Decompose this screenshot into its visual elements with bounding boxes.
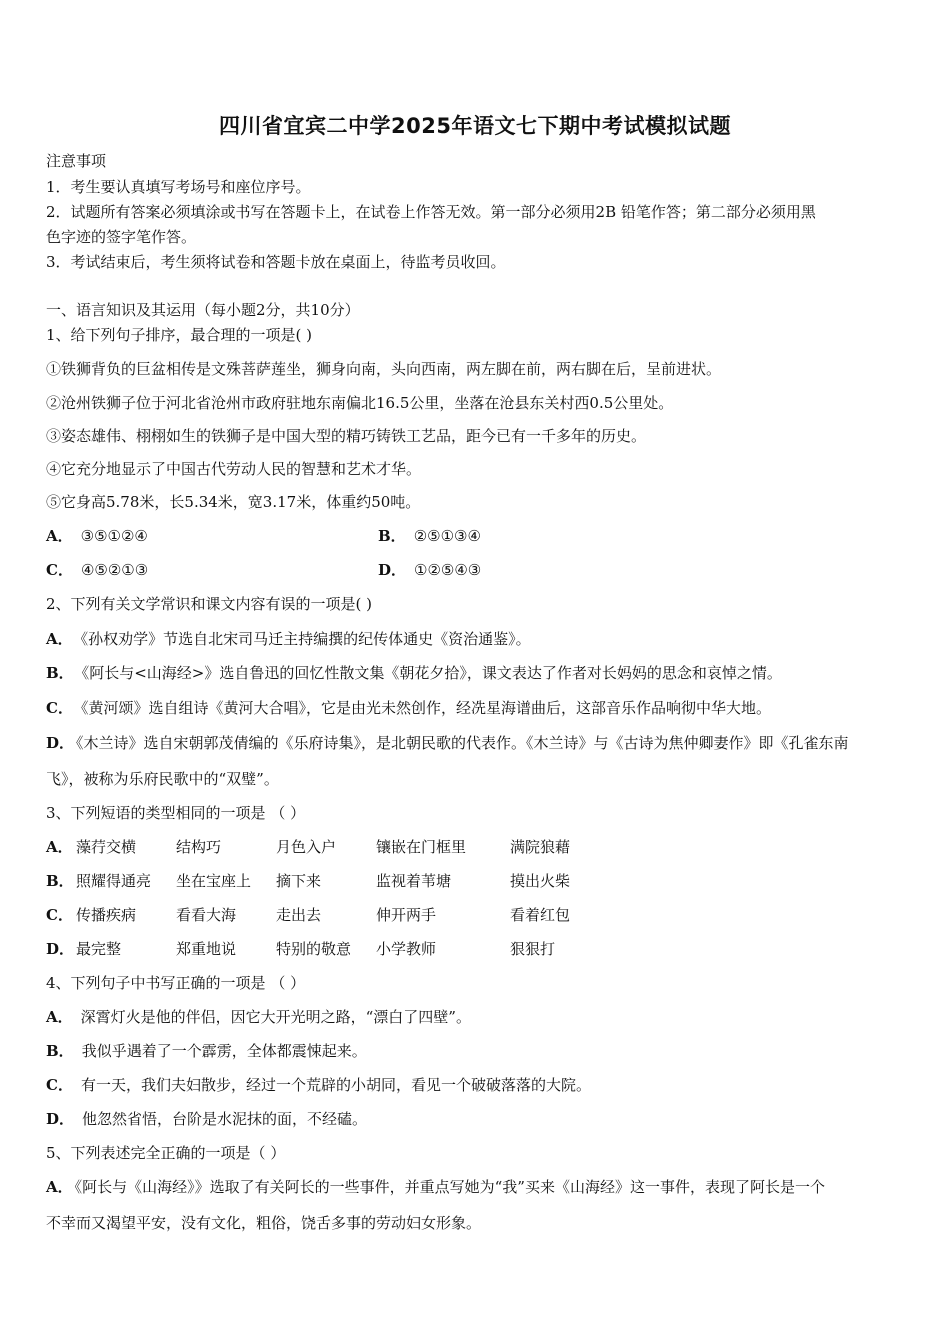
exam-page: 四川省宜宾二中学2025年语文七下期中考试模拟试题 注意事项 1．考生要认真填写考场号和座位序号。 2．试题所有答案必须填涂或书写在答题卡上，在试卷上作答无效。第一部分必须用2B 铅笔作答；第二部分必须用黑 色字迹的签字笔作答。 3．考试结束后，考生须将试卷和答题卡放在桌面上，待监考员收回。 一、语言知识及其运用（每小题2分，共10分） 1、给下列句子排序，最合理的一项是( ) ①铁狮背负的巨盆相传是文殊菩萨莲坐，狮身向南，头向西南，两左脚在前，两右脚在后，呈前进状。 ②沧州铁狮子位于河北省沧州市政府驻地东南偏北16.5公里，坐落在沧县东关村西0.5公里处。 ③姿态雄伟、栩栩如生的铁狮子是中国大型的精巧铸铁工艺品，距今已有一千多年的历史。 ④它充分地显示了中国古代劳动人民的智慧和艺术才华。 ⑤它身高5.78米，长5.34米，宽3.17米，体重约50吨。 A． ③⑤①②④ B． ②⑤①③④ C． ④⑤②①③ D． ①②⑤④③ 2、下列有关文学常识和课文内容有误的一项是( ) A． 《孙权劝学》节选自北宋司马迁主持编撰的纪传体通史《资治通鉴》。 B． 《阿长与<山海经>》选自鲁迅的回忆性散文集《朝花夕拾》，课文表达了作者对长妈妈的思念和哀悼之情。 C． 《黄河颂》选自组诗《黄河大合唱》，它是由光未然创作，经冼星海谱曲后，这部音乐作品响彻中华大地。 D． 《木兰诗》选自宋朝郭茂倩编的《乐府诗集》，是北朝民歌的代表作。《木兰诗》与《古诗为焦仲卿妻作》即《孔雀东南 飞》，被称为乐府民歌中的“双璧”。 3、下列短语的类型相同的一项是 （ ） A． 藻荇交横 结构巧 月色入户 镶嵌在门框里 满院狼藉 B． 照耀得通亮 坐在宝座上 摘下来 监视着苇塘 摸出火柴 C． 传播疾病 看看大海 走出去 伸开两手 看着红包 D． 最完整 郑重地说 特别的敬意 小学教师 狠狠打 4、下列句子中书写正确的一项是 （ ） A． 深霄灯火是他的伴侣，因它大开光明之路，“漂白了四壁”。 B． 我似乎遇着了一个霹雳，全体都震悚起来。 C． 有一天，我们夫妇散步，经过一个荒辟的小胡同，看见一个破破落落的大院。 D． 他忽然省悟，台阶是水泥抹的面，不经磕。 5、下列表述完全正确的一项是（ ） A． 《阿长与《山海经》》选取了有关阿长的一些事件，并重点写她为“我”买来《山海经》这一事件，表现了阿长是一个 不幸而又渴望平安，没有文化，粗俗，饶舌多事的劳动妇女形象。 xyxy=(0,0,950,1344)
q4-option-d: D． 他忽然省悟，台阶是水泥抹的面，不经磕。 xyxy=(46,1110,368,1128)
q1-sentence: ③姿态雄伟、栩栩如生的铁狮子是中国大型的精巧铸铁工艺品，距今已有一千多年的历史。 xyxy=(46,427,647,445)
q2-option-d: D． 《木兰诗》选自宋朝郭茂倩编的《乐府诗集》，是北朝民歌的代表作。《木兰诗》与《古诗为焦仲卿妻作》即《孔雀东南 xyxy=(46,734,849,752)
q5-option-a: A． 《阿长与《山海经》》选取了有关阿长的一些事件，并重点写她为“我”买来《山海经》这一事件，表现了阿长是一个 xyxy=(46,1178,825,1196)
q1-option-a: A． ③⑤①②④ xyxy=(46,527,148,545)
q1-option-d: D． ①②⑤④③ xyxy=(378,561,482,579)
notice-item: 1．考生要认真填写考场号和座位序号。 xyxy=(46,178,311,196)
q2-option-d-continued: 飞》，被称为乐府民歌中的“双璧”。 xyxy=(46,770,279,788)
page-title: 四川省宜宾二中学2025年语文七下期中考试模拟试题 xyxy=(219,114,731,138)
q3-stem: 3、下列短语的类型相同的一项是 （ ） xyxy=(46,804,306,822)
q5-option-a-continued: 不幸而又渴望平安，没有文化，粗俗，饶舌多事的劳动妇女形象。 xyxy=(46,1214,482,1232)
q1-option-c: C． ④⑤②①③ xyxy=(46,561,149,579)
notice-item: 2．试题所有答案必须填涂或书写在答题卡上，在试卷上作答无效。第一部分必须用2B 铅笔作答；第二部分必须用黑 xyxy=(46,203,816,221)
q4-option-b: B． 我似乎遇着了一个霹雳，全体都震悚起来。 xyxy=(46,1042,367,1060)
q4-option-c: C． 有一天，我们夫妇散步，经过一个荒辟的小胡同，看见一个破破落落的大院。 xyxy=(46,1076,591,1094)
q1-sentence: ①铁狮背负的巨盆相传是文殊菩萨莲坐，狮身向南，头向西南，两左脚在前，两右脚在后，呈前进状。 xyxy=(46,360,722,378)
section-heading: 一、语言知识及其运用（每小题2分，共10分） xyxy=(46,301,360,319)
q4-option-a: A． 深霄灯火是他的伴侣，因它大开光明之路，“漂白了四壁”。 xyxy=(46,1008,471,1026)
q2-option-a: A． 《孙权劝学》节选自北宋司马迁主持编撰的纪传体通史《资治通鉴》。 xyxy=(46,630,531,648)
q2-option-b: B． 《阿长与<山海经>》选自鲁迅的回忆性散文集《朝花夕拾》，课文表达了作者对长妈妈的思念和哀悼之情。 xyxy=(46,664,782,682)
q2-option-c: C． 《黄河颂》选自组诗《黄河大合唱》，它是由光未然创作，经冼星海谱曲后，这部音乐作品响彻中华大地。 xyxy=(46,699,771,717)
q1-option-row xyxy=(46,526,906,546)
q1-option-row xyxy=(46,560,906,580)
q1-sentence: ⑤它身高5.78米，长5.34米，宽3.17米，体重约50吨。 xyxy=(46,493,421,511)
notice-item: 3．考试结束后，考生须将试卷和答题卡放在桌面上，待监考员收回。 xyxy=(46,253,506,271)
q1-sentence: ②沧州铁狮子位于河北省沧州市政府驻地东南偏北16.5公里，坐落在沧县东关村西0.5公里处。 xyxy=(46,394,674,412)
q1-sentence: ④它充分地显示了中国古代劳动人民的智慧和艺术才华。 xyxy=(46,460,422,478)
notice-item: 色字迹的签字笔作答。 xyxy=(46,228,197,246)
q5-stem: 5、下列表述完全正确的一项是（ ） xyxy=(46,1144,286,1162)
q1-option-b: B． ②⑤①③④ xyxy=(378,527,481,545)
q2-stem: 2、下列有关文学常识和课文内容有误的一项是( ) xyxy=(46,595,373,613)
notice-heading: 注意事项 xyxy=(46,152,107,170)
q4-stem: 4、下列句子中书写正确的一项是 （ ） xyxy=(46,974,306,992)
q1-stem: 1、给下列句子排序，最合理的一项是( ) xyxy=(46,326,313,344)
